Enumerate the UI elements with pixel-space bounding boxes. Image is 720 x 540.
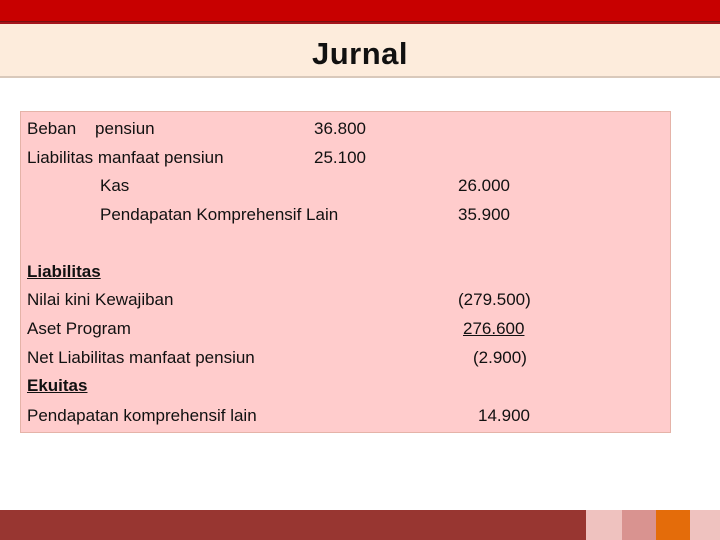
liabilitas-value-3: (2.900): [473, 348, 527, 367]
bottom-bar-segment-end: [690, 510, 720, 540]
journal-account-4: Pendapatan Komprehensif Lain: [100, 205, 339, 224]
journal-account-1: Beban pensiun: [27, 119, 155, 138]
liabilitas-label-2: Aset Program: [27, 319, 131, 338]
journal-account-3: Kas: [100, 176, 130, 195]
bottom-bar-segment-orange: [656, 510, 690, 540]
journal-credit-4: 35.900: [458, 205, 510, 224]
journal-debit-1: 36.800: [314, 119, 366, 138]
journal-debit-2: 25.100: [314, 148, 366, 167]
journal-account-2: Liabilitas manfaat pensiun: [27, 148, 224, 167]
liabilitas-label-3: Net Liabilitas manfaat pensiun: [27, 348, 255, 367]
journal-credit-3: 26.000: [458, 176, 510, 195]
ekuitas-label-1: Pendapatan komprehensif lain: [27, 406, 257, 425]
liabilitas-value-1: (279.500): [458, 290, 531, 309]
page-title: Jurnal: [311, 36, 409, 71]
liabilitas-value-2: 276.600: [463, 319, 525, 338]
top-bar-stripe: [0, 0, 720, 22]
liabilitas-heading: Liabilitas: [27, 262, 101, 281]
bottom-bar-segment-light: [586, 510, 622, 540]
ekuitas-value-1: 14.900: [478, 406, 530, 425]
bottom-bar-segment-mid: [622, 510, 656, 540]
ekuitas-heading: Ekuitas: [27, 376, 88, 395]
liabilitas-label-1: Nilai kini Kewajiban: [27, 290, 174, 309]
content-box: [20, 111, 671, 433]
